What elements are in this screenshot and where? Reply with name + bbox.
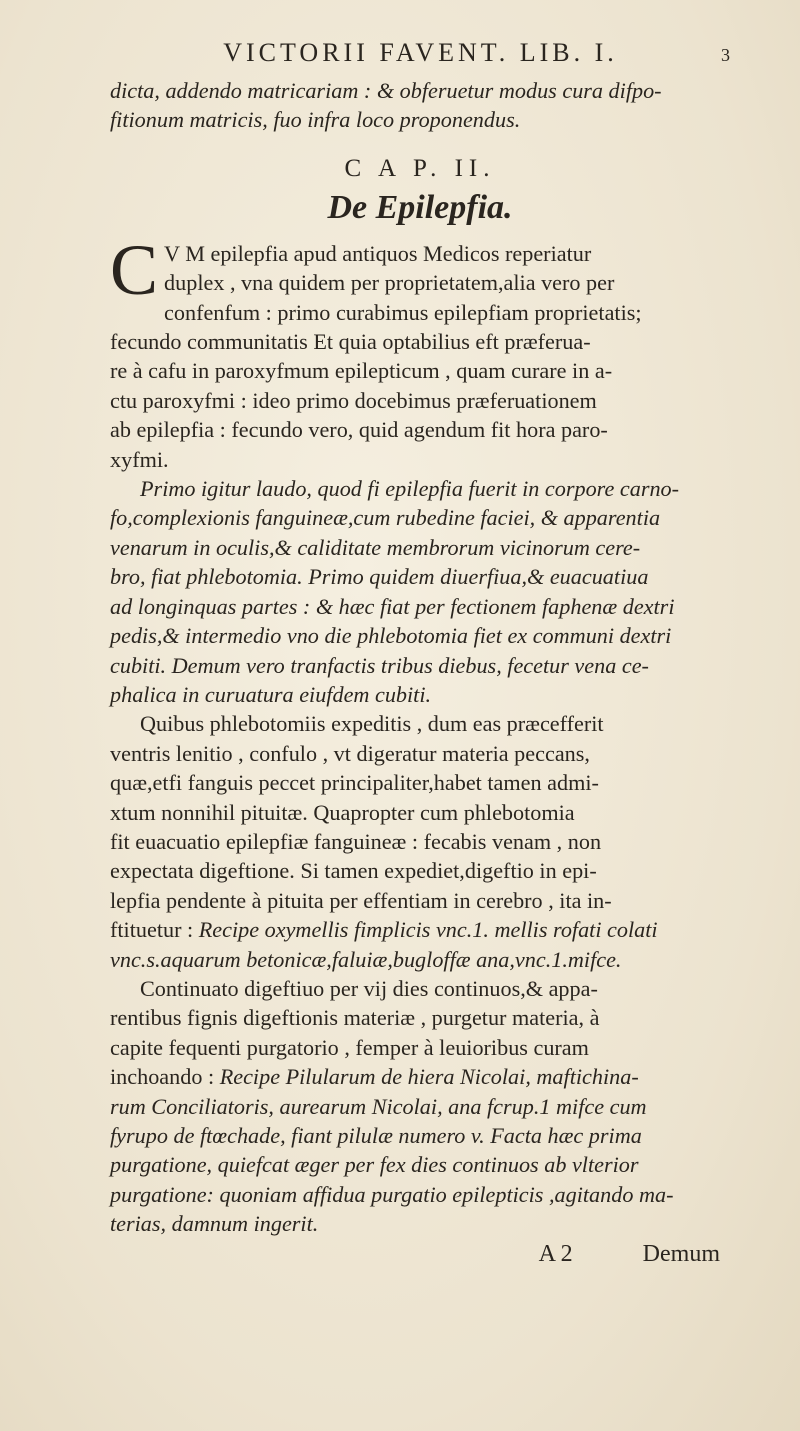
text-line: expectata digeftione. Si tamen expediet,digeftio in epi- [110,858,597,884]
text-line: ctu paroxyfmi : ideo primo docebimus præferuationem [110,387,597,413]
text-line: xtum nonnihil pituitæ. Quapropter cum phlebotomia [110,799,575,825]
text-line: ab epilepfia : fecundo vero, quid agendum fit hora paro- [110,417,608,443]
text-line: terias, damnum ingerit. [110,1211,319,1237]
text-line: venarum in oculis,& caliditate membrorum vicinorum cere- [110,534,641,560]
text-line: lepfia pendente à pituita per effentiam in cerebro , ita in- [110,887,612,913]
text-line [110,1062,730,1091]
text-line: Continuato digeftiuo per vij dies continuos,& appa- [140,975,598,1001]
text-line: fecundo communitatis Et quia optabilius eft præferua- [110,329,591,355]
text-line: Quibus phlebotomiis expeditis , dum eas præcefferit [140,711,604,737]
running-head [120,38,730,68]
text-line: pedis,& intermedio vno die phlebotomia fiet ex communi dextri [110,623,672,649]
text-line: fo,complexionis fanguineæ,cum rubedine faciei, & apparentia [110,505,661,531]
chapter-heading: De Epilepfia. [327,188,513,226]
recipe-span: Recipe Pilularum de hiera Nicolai, maftichina- [219,1064,639,1090]
running-title: VICTORII FAVENT. LIB. I. [223,38,618,67]
text-line: rum Conciliatoris, aurearum Nicolai, ana fcrup.1 mifce cum [110,1093,647,1119]
text-line: fit euacuatio epilepfiæ fanguineæ : fecabis venam , non [110,828,602,854]
text-line: vnc.s.aquarum betonicæ,faluiæ,bugloffæ ana,vnc.1.mifce. [110,946,622,972]
text-line: bro, fiat phlebotomia. Primo quidem diuerfiua,& euacuatiua [110,564,649,590]
text-line: rentibus fignis digeftionis materiæ , purgetur materia, à [110,1005,600,1031]
text-line: ventris lenitio , confulo , vt digeratur materia peccans, [110,740,590,766]
text-line: V M epilepfia apud antiquos Medicos reperiatur [164,240,592,266]
paragraph-1 [110,229,730,474]
text-line: dicta, addendo matricariam : & obferuetur modus cura difpo- [110,78,662,103]
text-line [110,915,730,944]
paragraph-3 [110,709,730,974]
text-line: purgatione, quiefcat æger per fex dies continuos ab vlterior [110,1152,639,1178]
text-line: duplex , vna quidem per proprietatem,alia vero per [164,270,615,296]
text-line: phalica in curuatura eiufdem cubiti. [110,681,432,707]
recipe-span: Recipe oxymellis fimplicis vnc.1. mellis rofati colati [198,917,658,943]
paragraph-4 [110,974,730,1239]
chapter-label: C A P. II. [344,154,496,182]
text-line: Primo igitur laudo, quod fi epilepfia fuerit in corpore carno- [140,476,680,502]
page-number: 3 [721,45,730,65]
text-line: re à cafu in paroxyfmum epilepticum , quam curare in a- [110,358,613,384]
catchword: Demum [642,1240,720,1267]
intro-text [110,76,730,135]
signature-mark: A 2 [538,1240,573,1267]
text-line: fitionum matricis, fuo infra loco proponendus. [110,107,521,133]
drop-cap: C [110,229,159,310]
paragraph-2 [110,474,730,709]
text-line: confenfum : primo curabimus epilepfiam proprietatis; [164,299,642,325]
text-line: quæ,etfi fanguis peccet principaliter,habet tamen admi- [110,770,599,796]
text-line: ad longinquas partes : & hæc fiat per fectionem faphenæ dextri [110,593,675,619]
page-footer [110,1241,730,1268]
text-line: capite fequenti purgatorio , femper à leuioribus curam [110,1034,589,1060]
text-line: cubiti. Demum vero tranfactis tribus diebus, fecetur vena ce- [110,652,649,678]
text-line: purgatione: quoniam affidua purgatio epilepticis ,agitando ma- [110,1181,674,1207]
text-span: ftituetur : [110,917,199,943]
text-line: fyrupo de ftœchade, fiant pilulæ numero v. Facta hæc prima [110,1123,642,1148]
text-span: inchoando : [110,1064,220,1090]
text-line: xyfmi. [110,446,169,472]
